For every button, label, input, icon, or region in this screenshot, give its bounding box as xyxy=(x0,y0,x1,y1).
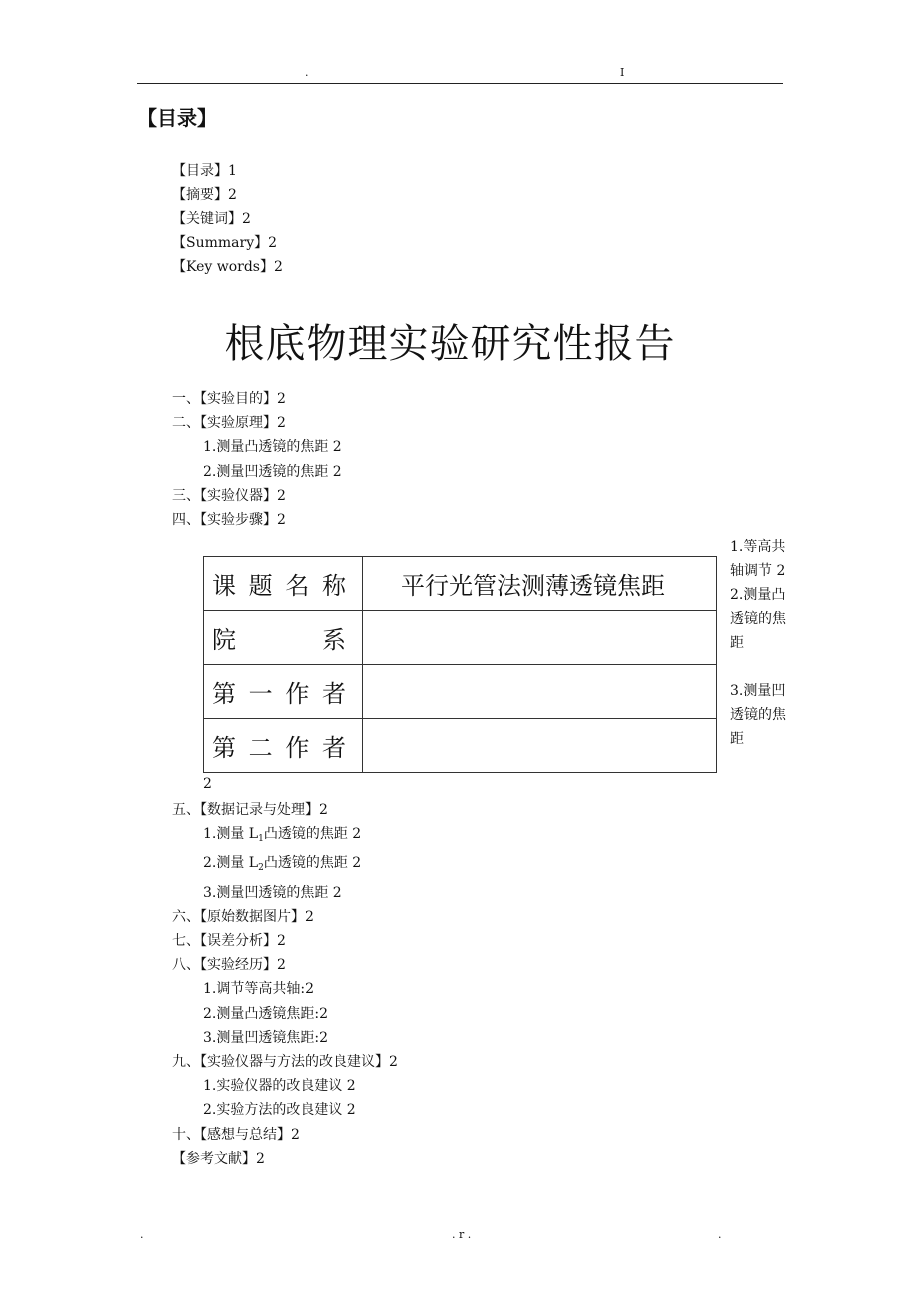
outline-item[interactable]: 一、【实验目的】2 xyxy=(172,391,286,407)
row-label: 第一作者 xyxy=(204,665,363,719)
outline-subitem[interactable]: 3.测量凹透镜的焦距 2 xyxy=(203,884,342,901)
header-page-number: I xyxy=(620,66,625,79)
outline-subitem[interactable]: 1.实验仪器的改良建议 2 xyxy=(203,1078,356,1095)
report-title: 根底物理实验研究性报告 xyxy=(224,321,676,367)
outline-subitem[interactable]: 1.测量凸透镜的焦距 2 xyxy=(203,439,342,456)
footer-left: . xyxy=(140,1228,144,1241)
side-note[interactable]: 3.测量凹透镜的焦距 xyxy=(730,683,786,747)
table-row xyxy=(204,611,717,665)
outline-item[interactable]: 六、【原始数据图片】2 xyxy=(172,908,314,925)
side-note[interactable]: 1.等高共轴调节 2 xyxy=(730,539,786,579)
outline-top xyxy=(172,387,342,532)
outline-subitem[interactable]: 2.测量 $L_2$凸透镜的焦距 2 xyxy=(203,855,362,874)
outline-subitem[interactable]: 2.测量凹透镜的焦距 2 xyxy=(203,463,342,480)
row-value xyxy=(363,611,717,665)
toc-item[interactable]: 【Summary】2 xyxy=(172,235,278,251)
outline-item[interactable]: 八、【实验经历】2 xyxy=(172,957,286,974)
side-notes xyxy=(730,535,790,751)
toc-heading: 【目录】 xyxy=(137,106,217,130)
after-table-number: 2 xyxy=(203,776,212,792)
toc-item[interactable]: 【摘要】2 xyxy=(172,187,237,203)
header-dot: . xyxy=(305,66,309,79)
outline-bottom xyxy=(172,798,398,1171)
outline-item[interactable]: 九、【实验仪器与方法的改良建议】2 xyxy=(172,1054,398,1071)
outline-item[interactable]: 【参考文献】2 xyxy=(172,1150,265,1167)
info-table xyxy=(203,556,717,773)
header-rule xyxy=(137,83,783,84)
outline-subitem[interactable]: 3.测量凹透镜焦距:2 xyxy=(203,1029,328,1046)
toc-item[interactable]: 【关键词】2 xyxy=(172,211,251,227)
outline-item[interactable]: 三、【实验仪器】2 xyxy=(172,487,286,504)
row-label: 第二作者 xyxy=(204,719,363,773)
footer-right: . xyxy=(718,1228,722,1241)
row-value xyxy=(363,665,717,719)
outline-item[interactable]: 五、【数据记录与处理】2 xyxy=(172,802,328,818)
outline-item[interactable]: 十、【感想与总结】2 xyxy=(172,1126,300,1143)
outline-subitem[interactable]: 2.实验方法的改良建议 2 xyxy=(203,1102,356,1119)
side-note[interactable]: 2.测量凸透镜的焦距 xyxy=(730,587,786,651)
outline-subitem[interactable]: 1.调节等高共轴:2 xyxy=(203,981,314,998)
toc-item[interactable]: 【目录】1 xyxy=(172,163,237,179)
table-row xyxy=(204,665,717,719)
row-label: 院 系 xyxy=(204,611,363,665)
table-row xyxy=(204,719,717,773)
row-value xyxy=(363,719,717,773)
outline-item[interactable]: 四、【实验步骤】2 xyxy=(172,512,286,529)
outline-subitem[interactable]: 1.测量 $L_1$凸透镜的焦距 2 xyxy=(203,826,362,845)
footer-mid: . r . xyxy=(452,1228,472,1241)
outline-item[interactable]: 七、【误差分析】2 xyxy=(172,933,286,950)
outline-subitem[interactable]: 2.测量凸透镜焦距:2 xyxy=(203,1005,328,1022)
outline-item[interactable]: 二、【实验原理】2 xyxy=(172,415,286,432)
row-label: 课题名称 xyxy=(204,557,363,611)
table-row xyxy=(204,557,717,611)
row-value: 平行光管法测薄透镜焦距 xyxy=(363,557,717,611)
toc-item[interactable]: 【Key words】2 xyxy=(172,259,283,275)
